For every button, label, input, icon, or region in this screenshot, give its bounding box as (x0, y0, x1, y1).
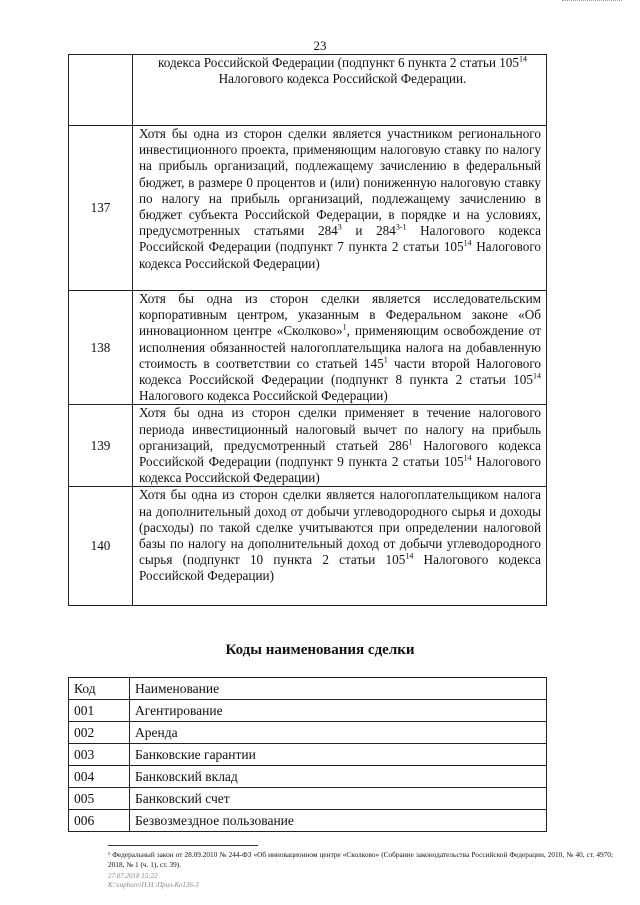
name-cell: Агентирование (130, 700, 547, 722)
name-cell: Банковский вклад (130, 766, 547, 788)
name-cell: Банковские гарантии (130, 744, 547, 766)
name-cell: Аренда (130, 722, 547, 744)
table-row (69, 405, 547, 487)
code-cell: 004 (69, 766, 130, 788)
criteria-table (68, 54, 547, 606)
top-edge-mark (562, 0, 622, 1)
footnote-separator (108, 845, 258, 846)
superscript: 1 (342, 323, 347, 333)
table-row (69, 744, 547, 766)
table-row (69, 291, 547, 405)
name-cell: Банковский счет (130, 788, 547, 810)
superscript: 14 (405, 551, 414, 561)
header-name: Наименование (130, 678, 547, 700)
row-number: 140 (69, 487, 133, 606)
superscript: 1 (383, 355, 388, 365)
superscript: 14 (463, 453, 472, 463)
codes-table (68, 677, 547, 832)
code-cell: 002 (69, 722, 130, 744)
row-text: Хотя бы одна из сторон сделки является налогоплательщиком налога на дополнительный доход от добычи углеводородного сырья и доходы (расходы) по такой сделке учитываются при определении налоговой базы по налогу на дополнительный доход от добычи углеводородного сырья (подпункт 10 пункта 2 статьи $105^{14}$ Налогового кодекса Российской Федерации) (133, 487, 547, 606)
superscript: 14 (463, 239, 472, 249)
code-cell: 001 (69, 700, 130, 722)
row-number: 137 (69, 126, 133, 291)
superscript: 14 (533, 371, 541, 381)
row-number (69, 55, 133, 126)
row-text: Хотя бы одна из сторон сделки является исследовательским корпоративным центром, указанным в Федеральном законе «Об инновационном центре «Сколково»$^1$, применяющим освобождение от исполнения обязанностей налогоплательщика налога на добавленную стоимость в соответствии со статьей $145^1$ части второй Налогового кодекса Российской Федерации (подпункт 8 пункта 2 статьи $105^{14}$ Налогового кодекса Российской Федерации) (133, 291, 547, 405)
superscript: 14 (519, 54, 527, 64)
table-row (69, 788, 547, 810)
row-text: Хотя бы одна из сторон сделки применяет в течение налогового периода инвестиционный налоговый вычет по налогу на прибыль организаций, предусмотренный статьей $286^1$ Налогового кодекса Российской Федерации (подпункт 9 пункта 2 статьи $105^{14}$ Налогового кодекса Российской Федерации) (133, 405, 547, 487)
table-header-row (69, 678, 547, 700)
table-row (69, 700, 547, 722)
row-number: 139 (69, 405, 133, 487)
table-row (69, 126, 547, 291)
row-number: 138 (69, 291, 133, 405)
code-cell: 003 (69, 744, 130, 766)
row-text: кодекса Российской Федерации (подпункт 6 пункта 2 статьи $105^{14}$ Налогового кодекса Российской Федерации. (133, 55, 547, 126)
table-row (69, 722, 547, 744)
superscript: 3-1 (395, 222, 407, 232)
page-number: 23 (313, 38, 327, 53)
superscript: 1 (408, 437, 413, 447)
table-row (69, 766, 547, 788)
superscript: 3 (337, 222, 342, 232)
row-text: Хотя бы одна из сторон сделки является участником регионального инвестиционного проекта, применяющим налоговую ставку по налогу на прибыль организаций, подлежащему зачислению в федеральный бюджет, в размере 0 процентов и (или) пониженную налоговую ставку по налогу на прибыль организаций, подлежащему зачислению в бюджет субъекта Российской Федерации, в порядке и на условиях, предусмотренных статьями $284^3$ и 284$^{3-1}$ Налогового кодекса Российской Федерации (подпункт 7 пункта 2 статьи $105^{14}$ Налогового кодекса Российской Федерации) (133, 126, 547, 291)
name-cell: Безвозмездное пользование (130, 810, 547, 832)
code-cell: 005 (69, 788, 130, 810)
table-row (69, 55, 547, 126)
code-cell: 006 (69, 810, 130, 832)
section-title: Коды наименования сделки (225, 642, 415, 658)
file-stamp-date: 27.07.2018 15:22 (108, 872, 158, 880)
header-code: Код (69, 678, 130, 700)
file-stamp-path: К:\supburo\Н.Н.\Прил-Ко126-3 (108, 881, 199, 889)
table-row (69, 487, 547, 606)
footnote: ¹ Федеральный закон от 28.09.2010 № 244-ФЗ «Об инновационном центре «Сколково» (Собрание законодательства Российской Федерации, 2010, № 40, ст. 4970; 2018, № 1 (ч. 1), ст. 39). (108, 850, 613, 869)
table-row (69, 810, 547, 832)
